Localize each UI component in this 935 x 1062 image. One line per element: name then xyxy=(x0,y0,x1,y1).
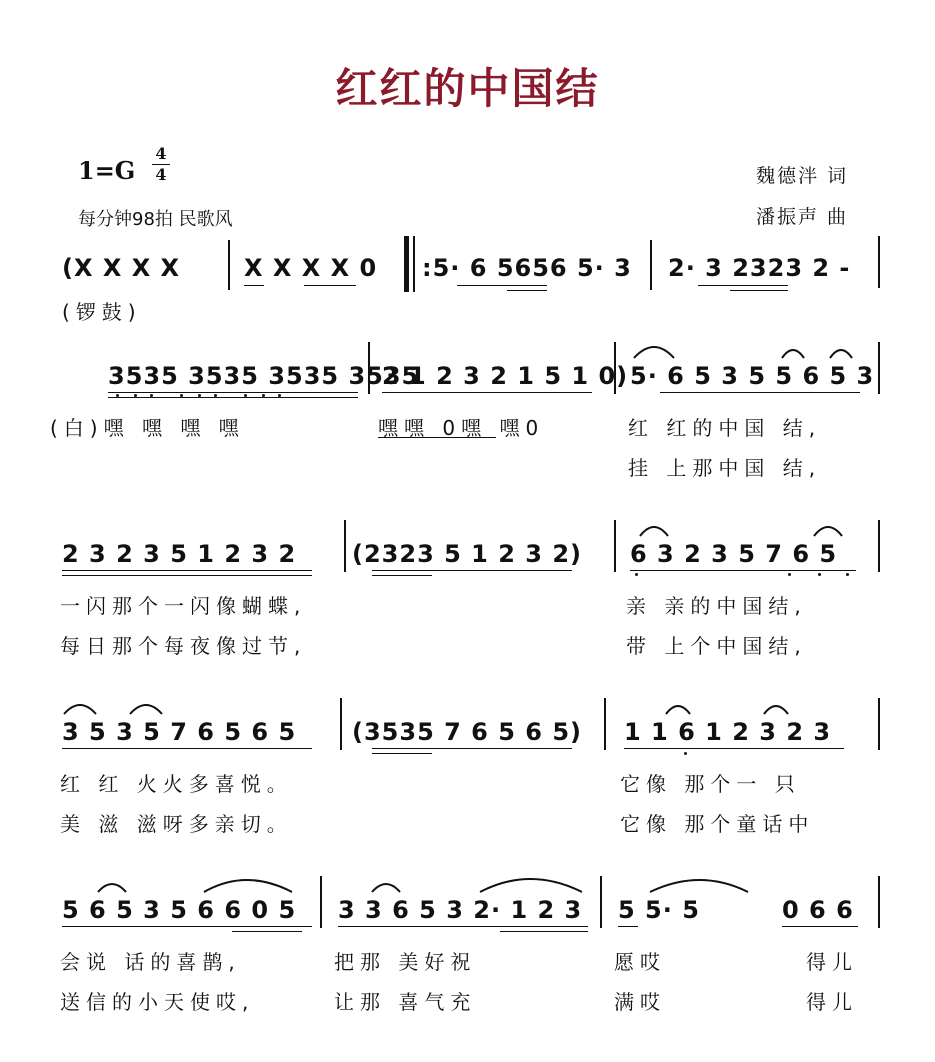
lyric-line: 愿哎 xyxy=(614,950,666,974)
measure-notes: 5 6 5 3 5 6 6 0 5 xyxy=(62,896,297,924)
slur-arc xyxy=(372,884,400,892)
measure-notes: X X X X 0 xyxy=(244,254,378,282)
lyric-line: 红 红的中国 结, xyxy=(628,416,822,440)
lyric-line: 它像 那个童话中 xyxy=(620,812,815,836)
measure-notes: 3 3 6 5 3 2· 1 2 3 xyxy=(338,896,583,924)
lyric-line: 让那 喜气充 xyxy=(334,990,477,1014)
slur-arc xyxy=(204,880,292,892)
measure-notes: 6 3 2 3 5 7 6 5 xyxy=(630,540,838,568)
slur-arc xyxy=(814,527,842,536)
lyric-line: (锣鼓) xyxy=(62,300,142,324)
measure-notes: (2323 5 1 2 3 2) xyxy=(352,540,583,568)
slur-arc xyxy=(764,706,788,714)
slur-arc xyxy=(64,705,96,714)
lyric-line: 亲 亲的中国结, xyxy=(626,594,807,618)
lyric-line: 会说 话的喜鹊, xyxy=(60,950,241,974)
measure-notes: 3535 3535 3535 3535 xyxy=(108,362,420,390)
slur-arc xyxy=(480,879,582,892)
lyric-line: 送信的小天使哎, xyxy=(60,990,255,1014)
slur-arc xyxy=(634,347,674,358)
slur-arc xyxy=(98,884,126,892)
lyric-line: 每日那个每夜像过节, xyxy=(60,634,307,658)
slur-arc xyxy=(830,350,852,358)
song-title: 红红的中国结 xyxy=(335,64,600,113)
lyric-line: 把那 美好祝 xyxy=(334,950,477,974)
lyric-line: (白)嘿 嘿 嘿 嘿 xyxy=(50,416,245,440)
measure-notes: 5 5· 5 xyxy=(618,896,700,924)
lyric-line: 挂 上那中国 结, xyxy=(628,456,822,480)
measure-notes: (X X X X xyxy=(62,254,181,282)
lyric-line: 满哎 xyxy=(614,990,666,1014)
measure-notes: 5· 6 5 3 5 5 6 5 3 xyxy=(630,362,875,390)
slur-arc xyxy=(650,880,748,892)
lyric-line: 得儿 xyxy=(806,990,858,1014)
measure-notes: :5· 6 5656 5· 3 xyxy=(422,254,632,282)
measure-notes: 2· 3 2323 2 - xyxy=(668,254,851,282)
lyric-line: 美 滋 滋呀多亲切。 xyxy=(60,812,293,836)
time-signature-top: 4 xyxy=(155,144,167,163)
slur-arc xyxy=(640,527,668,536)
measure-notes: 3 5 3 5 7 6 5 6 5 xyxy=(62,718,297,746)
lyric-line: 得儿 xyxy=(806,950,858,974)
measure-notes: 0 6 6 xyxy=(782,896,854,924)
slur-arc xyxy=(130,705,162,714)
tempo-style: 每分钟98拍 民歌风 xyxy=(78,209,233,230)
slur-arc xyxy=(782,350,804,358)
key-signature: 1=G xyxy=(78,156,136,185)
measure-notes: (3535 7 6 5 6 5) xyxy=(352,718,583,746)
measure-notes: 2 3 2 3 5 1 2 3 2 xyxy=(62,540,297,568)
lyric-line: 红 红 火火多喜悦。 xyxy=(60,772,293,796)
time-signature-bottom: 4 xyxy=(155,165,167,184)
measure-notes: 2 1 2 3 2 1 5 1 0) xyxy=(382,362,629,390)
lyricist-credit: 魏德泮 词 xyxy=(756,165,849,187)
lyric-line: 嘿嘿 0嘿 嘿0 xyxy=(378,416,545,440)
lyric-line: 它像 那个一 只 xyxy=(620,772,801,796)
slur-arc xyxy=(666,706,690,714)
measure-notes: 1 1 6 1 2 3 2 3 xyxy=(624,718,832,746)
lyric-line: 带 上个中国结, xyxy=(626,634,807,658)
lyric-line: 一闪那个一闪像蝴蝶, xyxy=(60,594,307,618)
composer-credit: 潘振声 曲 xyxy=(756,206,849,228)
